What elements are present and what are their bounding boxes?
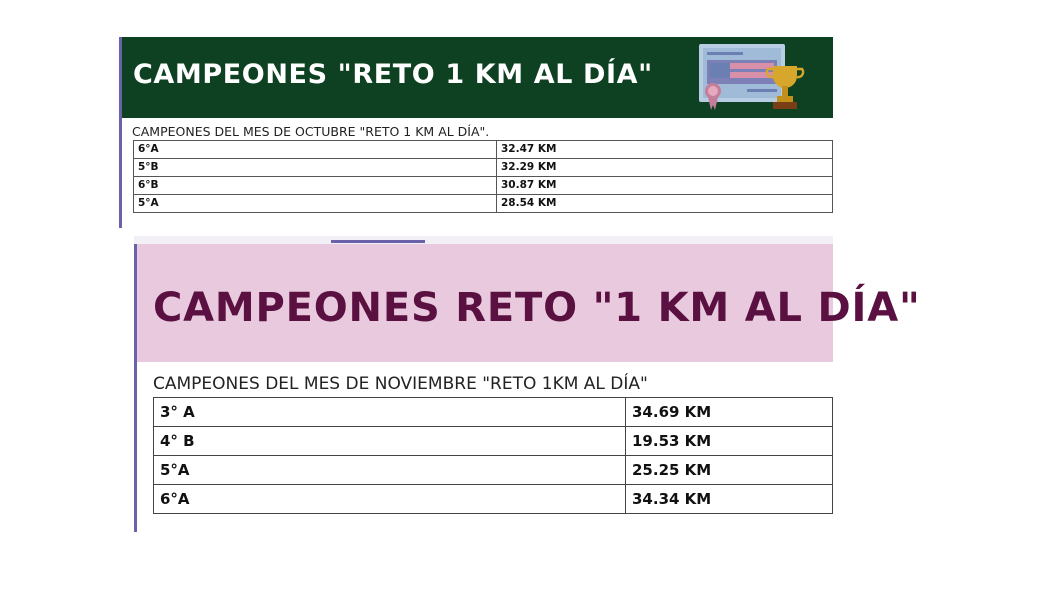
october-title: CAMPEONES "RETO 1 KM AL DÍA" bbox=[133, 59, 653, 90]
table-row bbox=[154, 485, 833, 514]
distance-cell: 30.87 KM bbox=[497, 177, 833, 195]
certificate-trophy-icon bbox=[697, 42, 809, 114]
october-section bbox=[119, 37, 833, 228]
distance-cell: 32.47 KM bbox=[497, 141, 833, 159]
october-results-table bbox=[133, 140, 833, 213]
table-row bbox=[134, 177, 833, 195]
october-banner bbox=[122, 37, 833, 118]
november-title: CAMPEONES RETO "1 KM AL DÍA" bbox=[153, 285, 921, 331]
grade-cell: 6°B bbox=[134, 177, 497, 195]
table-row bbox=[154, 456, 833, 485]
distance-cell: 34.34 KM bbox=[626, 485, 833, 514]
november-banner bbox=[137, 244, 921, 362]
november-results-table bbox=[153, 397, 833, 514]
grade-cell: 5°B bbox=[134, 159, 497, 177]
november-top-strip bbox=[134, 236, 833, 244]
november-subtitle: CAMPEONES DEL MES DE NOVIEMBRE "RETO 1KM AL DÍA" bbox=[153, 374, 648, 394]
table-row bbox=[134, 159, 833, 177]
distance-cell: 32.29 KM bbox=[497, 159, 833, 177]
november-section bbox=[134, 236, 921, 532]
grade-cell: 6°A bbox=[134, 141, 497, 159]
distance-cell: 25.25 KM bbox=[626, 456, 833, 485]
table-row bbox=[154, 427, 833, 456]
table-row bbox=[134, 195, 833, 213]
distance-cell: 34.69 KM bbox=[626, 398, 833, 427]
grade-cell: 4° B bbox=[154, 427, 626, 456]
grade-cell: 5°A bbox=[134, 195, 497, 213]
table-row bbox=[154, 398, 833, 427]
grade-cell: 3° A bbox=[154, 398, 626, 427]
grade-cell: 5°A bbox=[154, 456, 626, 485]
distance-cell: 19.53 KM bbox=[626, 427, 833, 456]
table-row bbox=[134, 141, 833, 159]
grade-cell: 6°A bbox=[154, 485, 626, 514]
distance-cell: 28.54 KM bbox=[497, 195, 833, 213]
october-subtitle: CAMPEONES DEL MES DE OCTUBRE "RETO 1 KM AL DÍA". bbox=[132, 124, 490, 139]
november-tab-indicator bbox=[331, 240, 425, 243]
